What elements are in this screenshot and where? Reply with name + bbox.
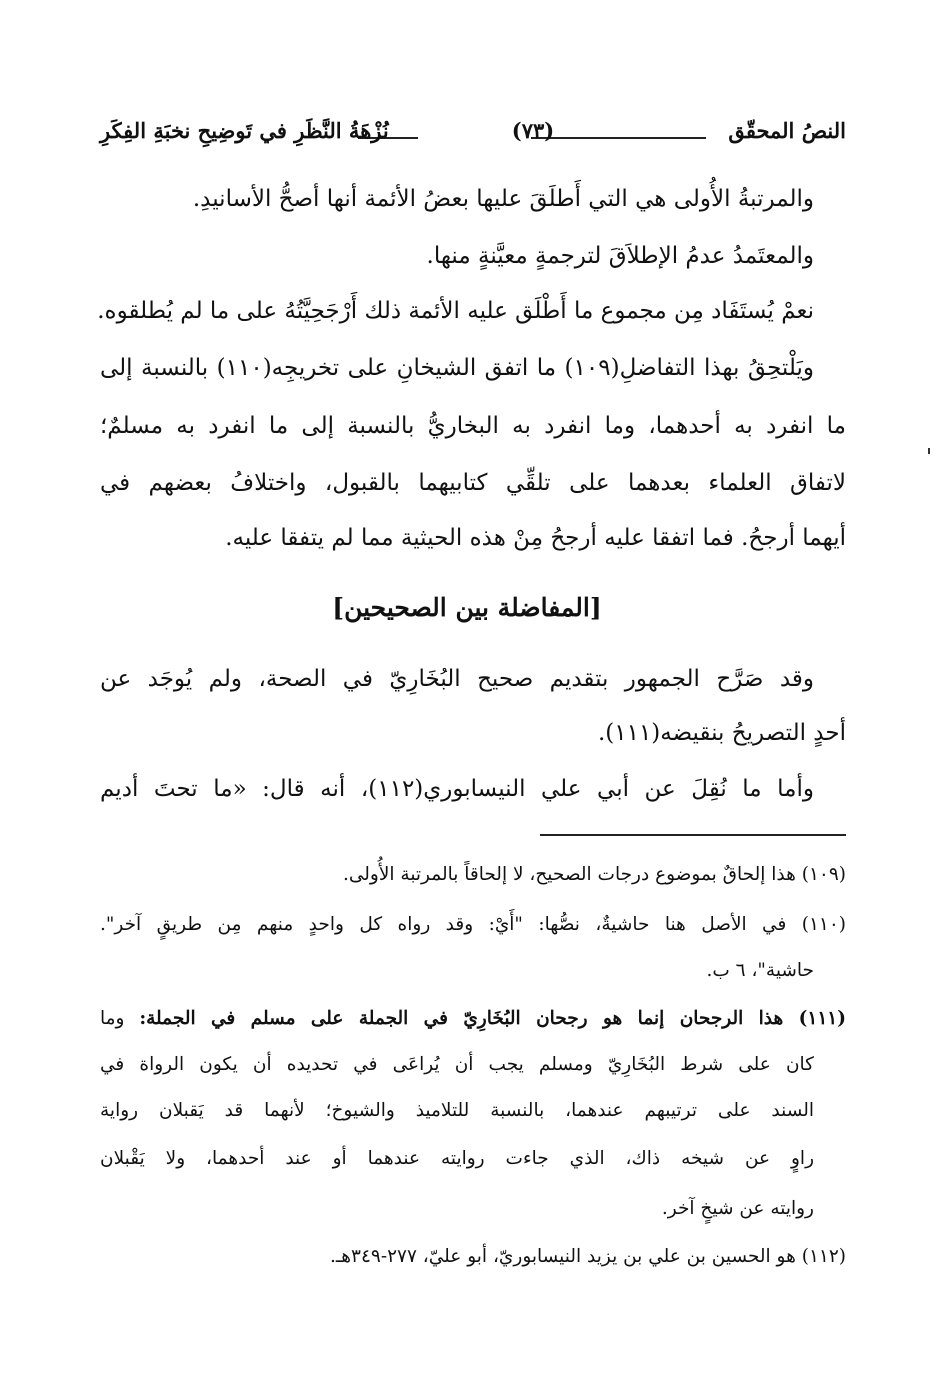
scan-margin-mark: [928, 448, 930, 454]
running-header: [100, 110, 846, 150]
footnote-111-bold: (١١١) هذا الرجحان إنما هو رجحان البُخَارِيّ في الجملة على مسلم في الجملة:: [139, 1008, 846, 1029]
body-line: ويَلْتحِقُ بهذا التفاضلِ(١٠٩) ما اتفق الشيخانِ على تخريجِه(١١٠) بالنسبة إلى: [100, 355, 814, 381]
body-line: والمعتَمدُ عدمُ الإطلاَقَ لترجمةٍ معيَّنةٍ منها.: [426, 243, 814, 269]
footnote-111-cont: روايته عن شيخٍ آخر.: [661, 1198, 814, 1219]
body-line: وأما ما نُقِلَ عن أبي علي النيسابوري(١١٢)، أنه قال: «ما تحتَ أديم: [100, 776, 814, 802]
footnote-110-cont: حاشية"، ٦ ب.: [706, 960, 814, 981]
body-line: أيهما أرجحُ. فما اتفقا عليه أرجحُ مِنْ هذه الحيثية مما لم يتفقا عليه.: [225, 525, 846, 551]
footnote-111-tail: وما: [100, 1008, 140, 1029]
body-line: نعمْ يُستَفَاد مِن مجموع ما أَطْلَق عليه الأئمة ذلك أَرْجَحِيَّتُهُ على ما لم يُطلقوه.: [97, 298, 814, 324]
footnote-111-cont: كان على شرط البُخَارِيّ ومسلم يجب أن يُراعَى في تحديده أن يكون الرواة في: [100, 1054, 814, 1075]
footnote-separator: [540, 834, 846, 836]
body-line: ما انفرد به أحدهما، وما انفرد به البخاريُّ بالنسبة إلى ما انفرد به مسلمٌ؛: [100, 413, 846, 439]
footnote-110: (١١٠) في الأصل هنا حاشيةٌ، نصُّها: "أَيْ: وقد رواه كل واحدٍ منهم مِن طريقٍ آخر".: [100, 914, 846, 935]
page-number: (٧٣): [511, 118, 555, 143]
footnote-109: (١٠٩) هذا إلحاقٌ بموضوع درجات الصحيح، لا إلحاقاً بالمرتبة الأُولى.: [342, 864, 846, 885]
body-line: لاتفاق العلماء بعدهما على تلقِّي كتابيهما بالقبول، واختلافُ بعضهم في: [100, 470, 846, 496]
header-book-title: نُزْهَةُ النَّظَرِ في تَوضِيحِ نخبَةِ الفِكَرِ: [100, 118, 389, 143]
footnote-112: (١١٢) هو الحسين بن علي بن يزيد النيسابوريّ، أبو عليّ، ٢٧٧-٣٤٩هـ.: [329, 1246, 846, 1267]
body-line: والمرتبةُ الأُولى هي التي أَطلَقَ عليها بعضُ الأئمة أنها أصحُّ الأسانيدِ.: [192, 186, 814, 212]
body-line: وقد صَرَّح الجمهور بتقديم صحيح البُخَارِيّ في الصحة، ولم يُوجَد عن: [100, 666, 814, 692]
body-line: أحدٍ التصريحُ بنقيضه(١١١).: [597, 720, 846, 746]
footnote-111-cont: السند على ترتيبهم عندهما، بالنسبة للتلاميذ والشيوخ؛ لأنهما قد يَقبلان رواية: [100, 1100, 814, 1121]
footnote-111-cont: راوٍ عن شيخه ذاك، الذي جاءت روايته عندهما أو عند أحدهما، ولا يَقْبلان: [100, 1148, 814, 1169]
footnote-111: [100, 1000, 846, 1038]
section-heading: [المفاضلة بين الصحيحين]: [332, 593, 602, 622]
header-section-title: النصُ المحقّق: [728, 118, 846, 143]
